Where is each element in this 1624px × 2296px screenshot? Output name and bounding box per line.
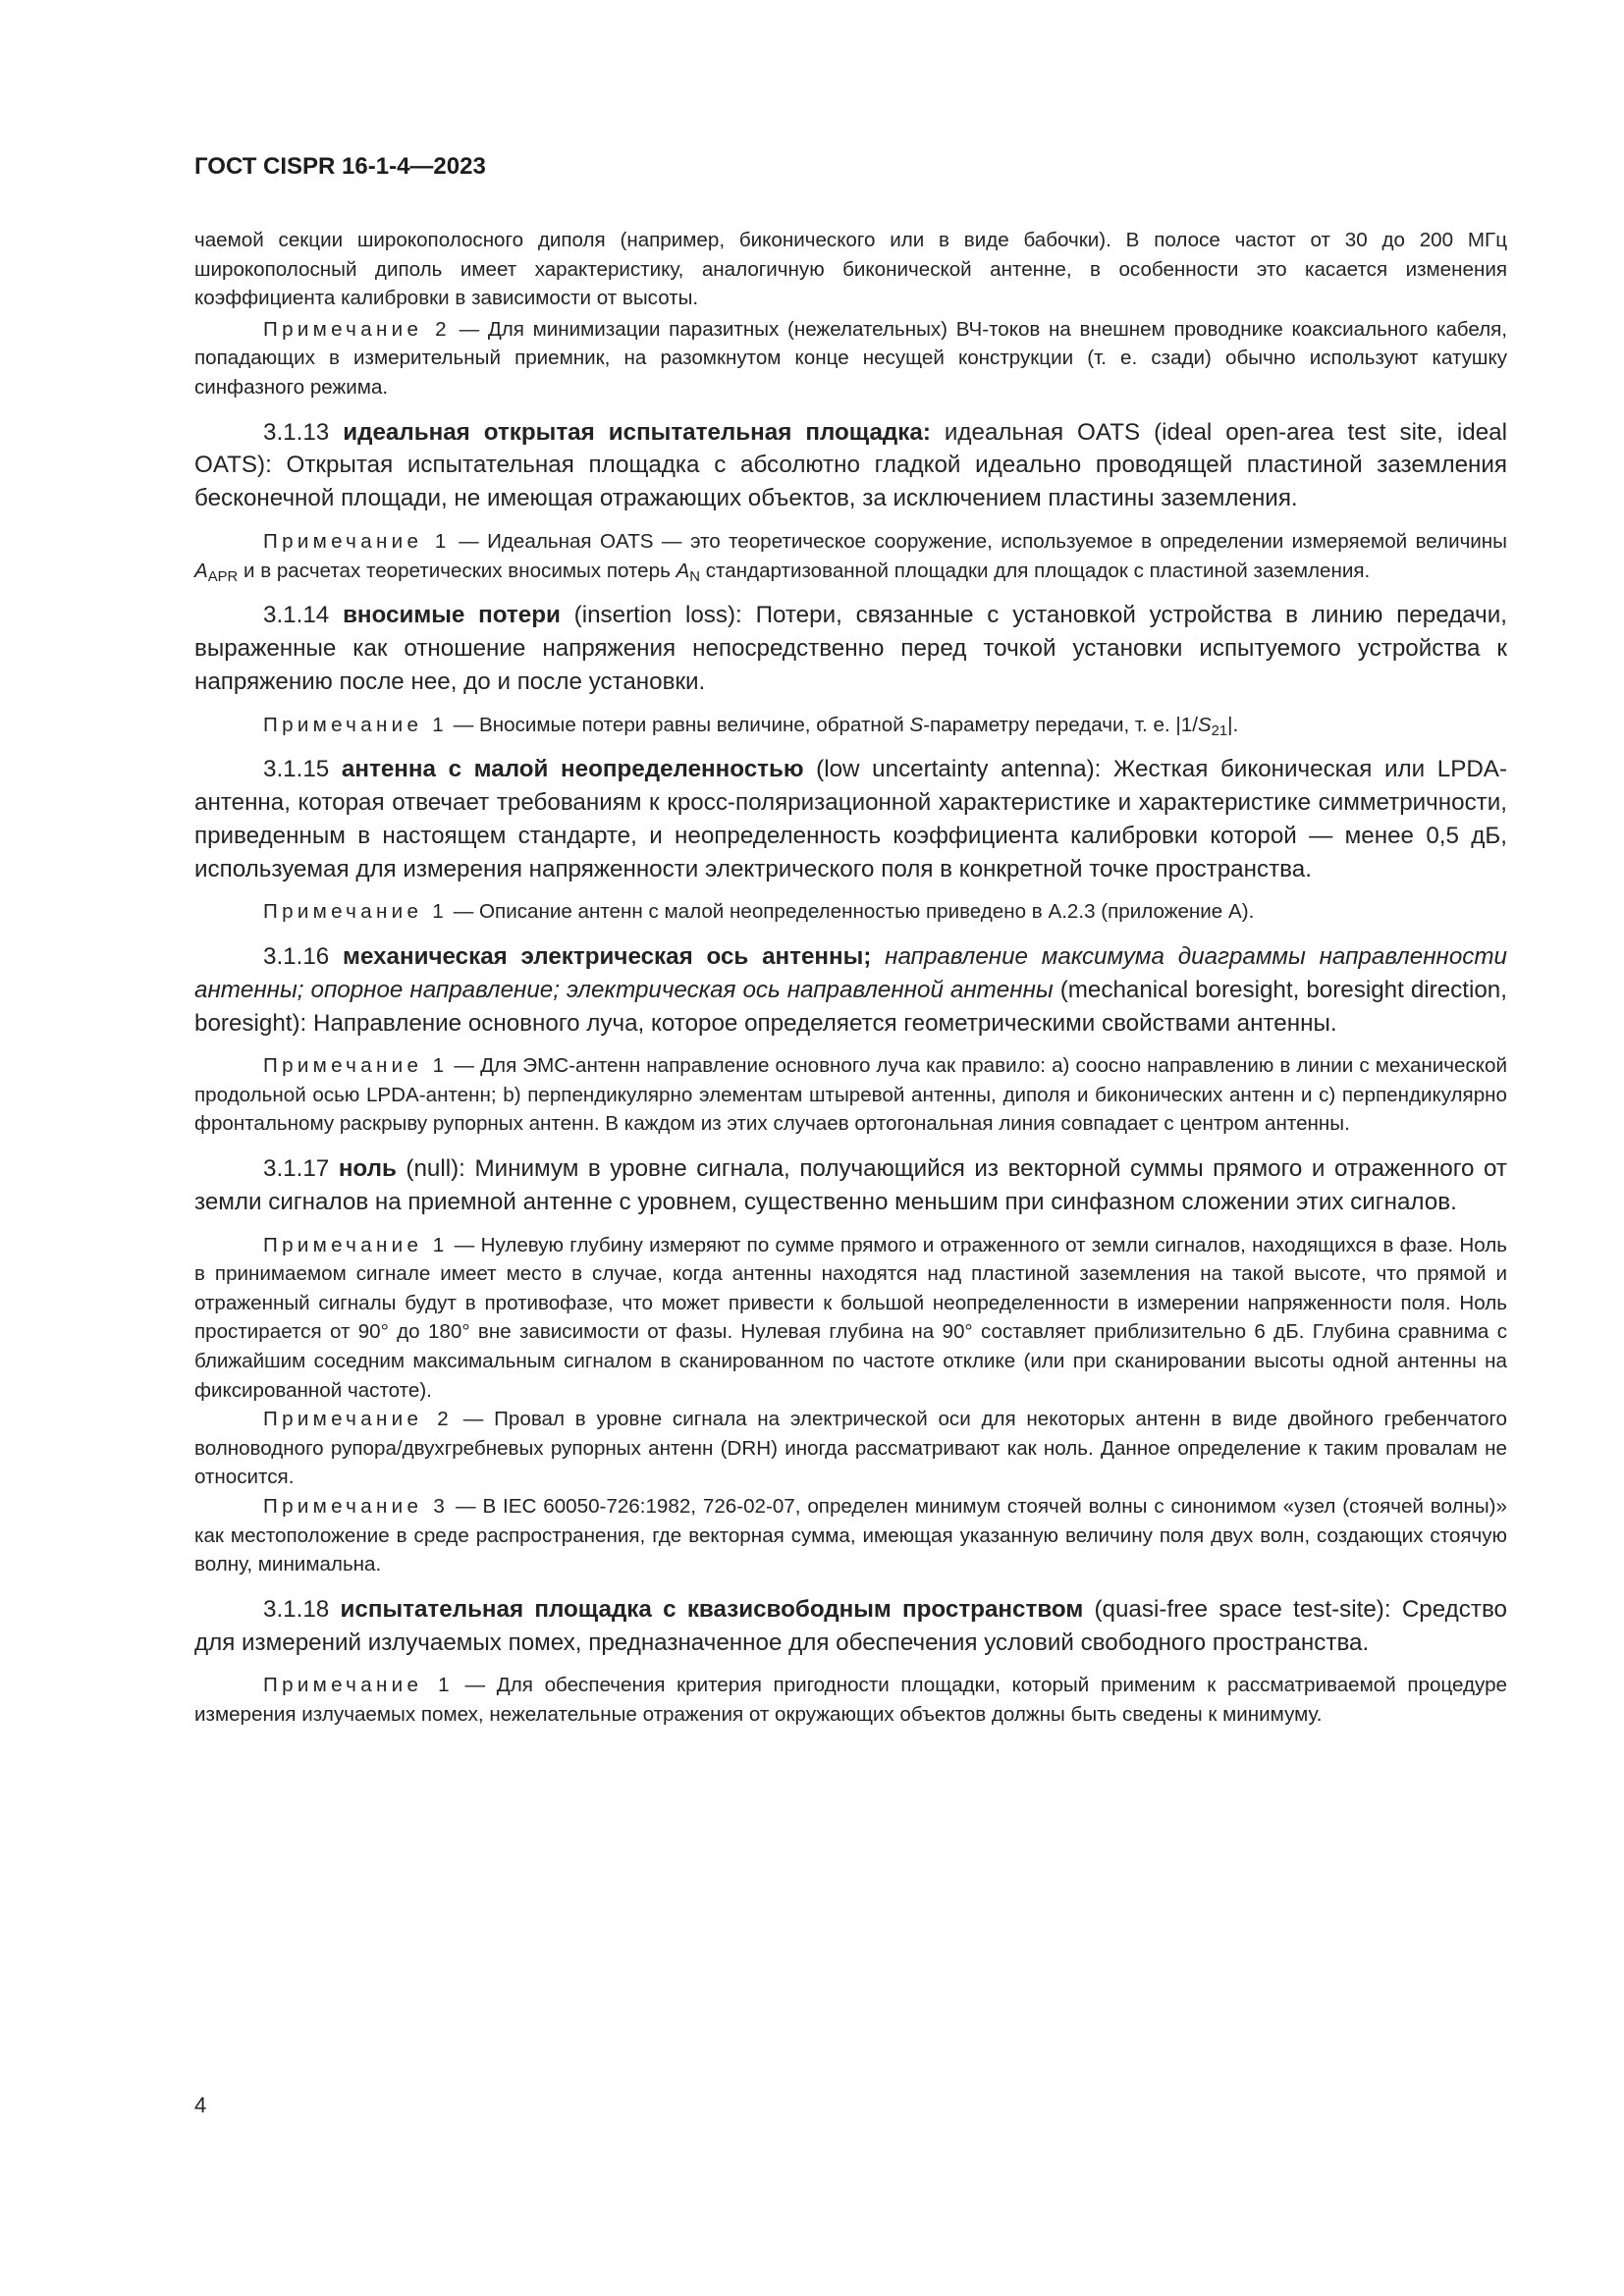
term-synonyms: направление максимума диаграммы направленности антенны; опорное направление; электрическая ось направленной антенны (194, 942, 1507, 1003)
term-number: 3.1.14 (263, 602, 344, 629)
note-3-1-17-3 (194, 1492, 1507, 1579)
note-2-intro (194, 315, 1507, 402)
symbol-s: S (909, 713, 924, 736)
term-definition: (quasi-free space test-site): Средство для измерений излучаемых помех, предназначенное для обеспечения условий свободного пространства. (194, 1595, 1507, 1656)
note-3-1-17-1 (194, 1231, 1507, 1406)
page-number: 4 (194, 2093, 207, 2117)
note-text: — Провал в уровне сигнала на электрической оси для некоторых антенн в виде двойного гребенчатого волноводного рупора/двухгребневых рупорных антенн (DRH) иногда рассматривают как ноль. Данное определение к таким провалам не относится. (194, 1408, 1507, 1489)
note-text: — Вносимые потери равны величине, обратной (447, 713, 910, 736)
term-definition: (null): Минимум в уровне сигнала, получающийся из векторной суммы прямого и отраженного от земли сигналов на приемной антенне с уровнем, существенно меньшим при синфазном сложении этих сигналов. (194, 1155, 1508, 1215)
term-3-1-18 (194, 1593, 1507, 1660)
note-label: Примечание 3 (263, 1495, 450, 1519)
note-text: — Нулевую глубину измеряют по сумме прямого и отраженного от земли сигналов, находящихся в фазе. Ноль в принимаемом сигнале имеет место в случае, когда антенны находятся над пластиной заземления на такой высоте, что прямой и отраженный сигналы будут в противофазе, что может привести к большой неопределенности в измерении напряженности поля. Ноль простирается от 90° до 180° вне зависимости от фазы. Нулевая глубина на 90° составляет приблизительно 6 дБ. Глубина сравнима с ближайшим соседним максимальным сигналом в сканированном по частоте отклике (или при сканировании высоты одной антенны на фиксированной частоте). (194, 1233, 1507, 1402)
note-label: Примечание 1 (263, 1674, 454, 1697)
note-3-1-13-1 (194, 527, 1507, 585)
document-header: ГОСТ CISPR 16-1-4—2023 (194, 153, 486, 180)
note-3-1-15-1 (194, 897, 1507, 927)
note-label: Примечание 1 (263, 529, 451, 553)
term-3-1-16 (194, 940, 1507, 1040)
subscript-apr: APR (207, 568, 239, 585)
note-text: — Для обеспечения критерия пригодности площадки, который применим к рассматриваемой процедуре измерения излучаемых помех, нежелательные отражения от окружающих объектов должны быть сведены к минимуму. (194, 1674, 1507, 1726)
note-label: Примечание 1 (263, 713, 448, 736)
term-3-1-17 (194, 1152, 1507, 1219)
note-3-1-17-2 (194, 1405, 1507, 1492)
term-number: 3.1.16 (263, 942, 344, 970)
term-number: 3.1.18 (263, 1595, 341, 1623)
term-title: вносимые потери (343, 602, 561, 629)
symbol-s: S (1197, 713, 1212, 736)
note-3-1-16-1 (194, 1051, 1507, 1139)
note-label: Примечание 1 (263, 900, 448, 924)
note-text: и в расчетах теоретических вносимых потерь (238, 559, 677, 582)
note-text: |. (1227, 713, 1239, 736)
note-text: — Для ЭМС-антенн направление основного луча как правило: а) соосно направлению в линии с механической продольной осью LPDA-антенн; b) перпендикулярно элементам штыревой антенны, диполя и биконических антенн и с) перпендикулярно фронтальному раскрыву рупорных антенн. В каждом из этих случаев ортогональная линия совпадает с центром антенны. (194, 1054, 1507, 1136)
subscript-21: 21 (1211, 722, 1228, 739)
term-3-1-14 (194, 599, 1507, 698)
term-title: испытательная площадка с квазисвободным пространством (340, 1595, 1084, 1623)
term-definition: (low uncertainty antenna): Жесткая биконическая или LPDA-антенна, которая отвечает требованиям к кросс-поляризационной характеристике и характеристике симметричности, приведенным в настоящем стандарте, и неопределенность коэффициента калибровки которой — менее 0,5 дБ, используемая для измерения напряженности электрического поля в конкретной точке пространства. (194, 756, 1507, 882)
note-text: стандартизованной площадки для площадок с пластиной заземления. (700, 559, 1371, 582)
note-3-1-14-1 (194, 711, 1507, 740)
note-text: -параметру передачи, т. е. |1/ (923, 713, 1198, 736)
note-text: — Идеальная OATS — это теоретическое сооружение, используемое в определении измеряемой величины (450, 529, 1507, 553)
term-number: 3.1.15 (263, 756, 342, 783)
term-definition: (mechanical boresight, boresight direction, boresight): Направление основного луча, которое определяется геометрическими свойствами антенны. (194, 976, 1507, 1037)
note-label: Примечание 1 (263, 1233, 449, 1256)
term-3-1-13 (194, 416, 1507, 515)
note-label: Примечание 2 (263, 1408, 454, 1431)
term-title: антенна с малой неопределенностью (341, 756, 804, 783)
note-label: Примечание 2 (263, 317, 451, 341)
page-content (194, 226, 1507, 1730)
note-text: — Для минимизации паразитных (нежелательных) ВЧ-токов на внешнем проводнике коаксиального кабеля, попадающих в измерительный приемник, на разомкнутом конце несущей конструкции (т. е. сзади) обычно используют катушку синфазного режима. (194, 317, 1507, 399)
term-definition: (insertion loss): Потери, связанные с установкой устройства в линию передачи, выраженные как отношение напряжения непосредственно перед точкой установки испытуемого устройства к напряжению после нее, до и после установки. (194, 602, 1507, 695)
term-number: 3.1.17 (263, 1155, 339, 1183)
note-label: Примечание 1 (263, 1054, 449, 1078)
term-title: идеальная открытая испытательная площадка: (343, 418, 931, 446)
term-title: механическая электрическая ось антенны; (343, 942, 872, 970)
symbol-a: A (194, 559, 208, 582)
term-title: ноль (338, 1155, 397, 1183)
term-definition: идеальная OATS (ideal open-area test site, ideal OATS): Открытая испытательная площадка с абсолютно гладкой идеально проводящей пластиной заземления бесконечной площади, не имеющая отражающих объектов, за исключением пластины заземления. (194, 418, 1507, 512)
note-text: — Описание антенн с малой неопределенностью приведено в А.2.3 (приложение А). (447, 900, 1255, 924)
term-number: 3.1.13 (263, 418, 344, 446)
continued-paragraph: чаемой секции широкополосного диполя (например, биконического или в виде бабочки). В полосе частот от 30 до 200 МГц широкополосный диполь имеет характеристику, аналогичную биконической антенне, в особенности это касается изменения коэффициента калибровки в зависимости от высоты. (194, 229, 1507, 310)
term-3-1-15 (194, 753, 1507, 885)
symbol-a: A (676, 559, 690, 582)
note-text: — В IEC 60050-726:1982, 726-02-07, определен минимум стоячей волны с синонимом «узел (стоячей волны)» как местоположение в среде распространения, где векторная сумма, имеющая указанную величину поля двух волн, создающих стоячую волну, минимальна. (194, 1495, 1507, 1576)
note-3-1-18-1 (194, 1671, 1507, 1729)
subscript-n: N (689, 568, 701, 585)
